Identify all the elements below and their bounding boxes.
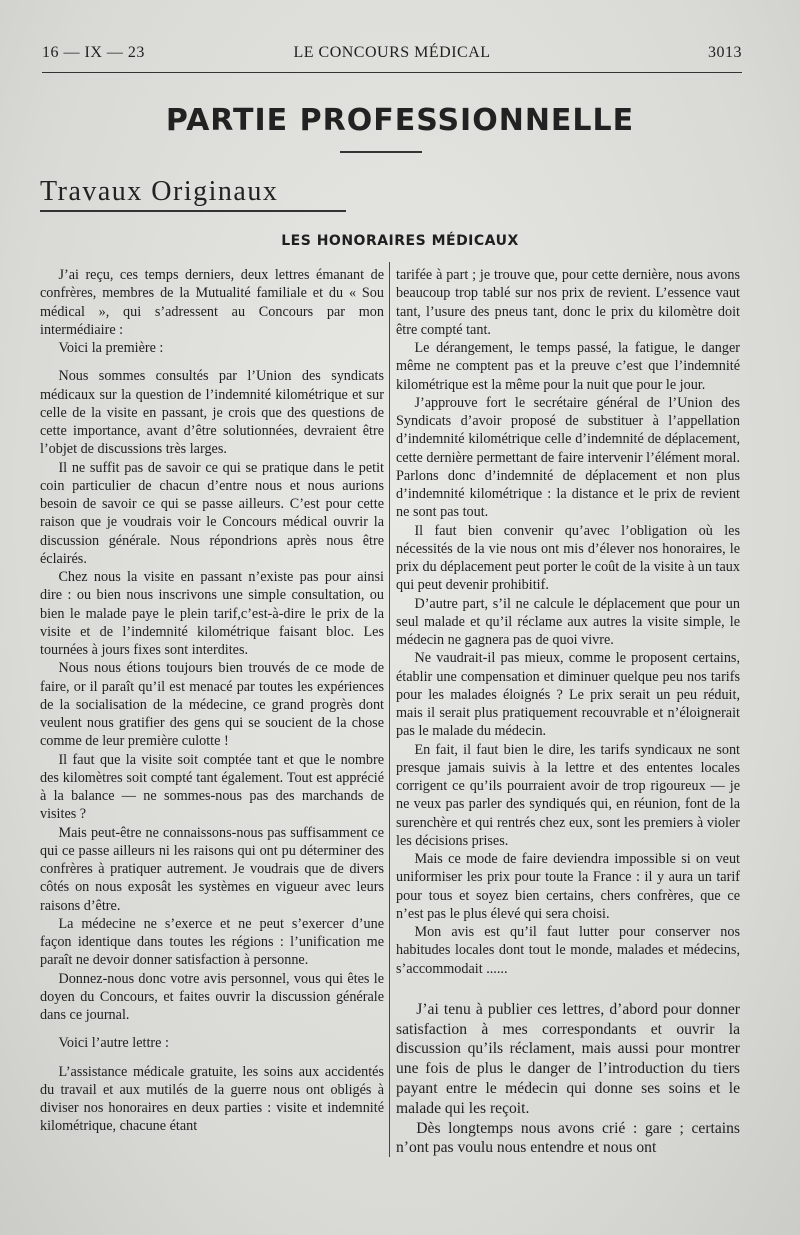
paragraph: J’ai reçu, ces temps derniers, deux lettres émanant de confrères, membres de la Mutualité familiale et du « Sou médical », qui s’adressent au Concours par mon intermédiaire : bbox=[40, 267, 384, 338]
paragraph: J’approuve fort le secrétaire général de l’Union des Syndicats d’avoir proposé de substituer à l’appellation d’indemnité kilométrique celle d’indemnité de déplacement, cette dernière permettant de faire intervenir l’élément moral. Parlons donc d’indemnité de déplacement et non plus d’indemnité kilométrique : la distance et le prix de revient ne sont pas tout. bbox=[396, 394, 740, 521]
paragraph: Nous sommes consultés par l’Union des syndicats médicaux sur la question de l’indemnité kilométrique et sur celle de la visite en passant, je crois que des questions de cette importance, avant d’être solutionnées, devraient être l’objet de discussions très larges. bbox=[40, 368, 384, 458]
subsection-title: Travaux Originaux bbox=[40, 176, 279, 207]
paragraph: Il faut que la visite soit comptée tant et que le nombre des kilomètres soit compté tant également. Tout est apprécié à la balance — ne sommes-nous pas des marchands de visites ? bbox=[40, 751, 384, 823]
header-rule bbox=[42, 72, 742, 73]
article-title: LES HONORAIRES MÉDICAUX bbox=[281, 233, 519, 249]
paragraph: tarifée à part ; je trouve que, pour cette dernière, nous avons beaucoup trop tablé sur nos prix de revient. L’essence vaut tant, l’usure des pneus tant, donc le prix du kilomètre doit être compté tant. bbox=[396, 267, 740, 338]
issue-date: 16 — IX — 23 bbox=[42, 44, 145, 61]
paragraph: Mais peut-être ne connaissons-nous pas suffisamment ce qui ce passe ailleurs ni les raisons qui ont pu déterminer des confrères à pratiquer autrement. Je voudrais que de divers côtés on nous exposât les systèmes en vigueur avec leurs raisons d’être. bbox=[40, 824, 384, 914]
paragraph: Dès longtemps nous avons crié : gare ; certains n’ont pas voulu nous entendre et nous ont bbox=[396, 1119, 740, 1157]
running-head bbox=[42, 44, 742, 68]
paragraph: Mon avis est qu’il faut lutter pour conserver nos habitudes locales dont tout le monde, malades et médecins, s’accommodait ...... bbox=[396, 924, 740, 977]
paragraph: Mais ce mode de faire deviendra impossible si on veut uniformiser les prix pour toute la France : il y aura un tarif pour tous et soyez bien certains, chers confrères, que ce n’est pas le plus élevé qui sera choisi. bbox=[396, 851, 740, 922]
paragraph: Voici la première : bbox=[58, 340, 164, 356]
paragraph: Nous nous étions toujours bien trouvés de ce mode de faire, or il paraît qu’il est menacé par toutes les expériences de la socialisation de la médecine, ce grand progrès dont veulent nous gratifier des gens qui se soucient de la chose comme de leur première culotte ! bbox=[40, 660, 384, 750]
paragraph: Le dérangement, le temps passé, la fatigue, le danger même ne comptent pas et la preuve c’est que l’indemnité kilométrique est la même pour la nuit que pour le jour. bbox=[396, 340, 740, 393]
section-title: PARTIE PROFESSIONNELLE bbox=[165, 103, 635, 138]
paragraph: J’ai tenu à publier ces lettres, d’abord pour donner satisfaction à mes correspondants et ouvrir la discussion qu’ils réclament, mais aussi pour montrer une fois de plus le danger de l’introduction du tiers payant entre le médecin qui donne ses soins et le malade qui les reçoit. bbox=[396, 1000, 740, 1117]
paragraph: Donnez-nous donc votre avis personnel, vous qui êtes le doyen du Concours, et faites ouvrir la discussion générale dans ce journal. bbox=[40, 970, 384, 1023]
paragraph: D’autre part, s’il ne calcule le déplacement que pour un seul malade et qu’il réclame aux autres la visite simple, le médecin ne gagnera pas de quoi vivre. bbox=[396, 595, 740, 648]
paragraph: La médecine ne s’exerce et ne peut s’exercer d’une façon identique dans toutes les régions : l’unification me paraît ne devoir donner satisfaction à personne. bbox=[40, 915, 384, 969]
paragraph: Ne vaudrait-il pas mieux, comme le proposent certains, établir une compensation et diminuer quelque peu nos tarifs pour les malades éloignés ? Le prix serait un peu réduit, mais il serait plus pratiquement recouvrable et n’éloignerait pas le malade du médecin. bbox=[396, 650, 740, 740]
right-column bbox=[396, 266, 740, 1158]
journal-name: LE CONCOURS MÉDICAL bbox=[293, 44, 491, 61]
paragraph: L’assistance médicale gratuite, les soins aux accidentés du travail et aux mutilés de la guerre nous ont obligés à diviser nos honoraires en deux parties : visite et indemnité kilométrique, chacune étant bbox=[40, 1063, 384, 1135]
paragraph: Chez nous la visite en passant n’existe pas pour ainsi dire : ou bien nous inscrivons une simple consultation, ou bien le malade paye le plein tarif,c’est-à-dire le prix de la visite et de l’indemnité kilométrique faisant bloc. Les tournées à jours fixes sont interdites. bbox=[40, 569, 384, 658]
paragraph: Voici l’autre lettre : bbox=[58, 1035, 169, 1052]
title-divider bbox=[340, 151, 422, 153]
paragraph: En fait, il faut bien le dire, les tarifs syndicaux ne sont presque jamais suivis à la lettre et des ententes locales corrigent ce qu’ils pourraient avoir de trop rigoureux — je ne veux pas parler des syndiqués qui, en réunion, font de la surenchère et qui rentrés chez eux, sont les premiers à violer les décisions prises. bbox=[396, 741, 740, 849]
column-separator bbox=[389, 262, 390, 1157]
page-number: 3013 bbox=[708, 44, 742, 61]
paragraph: Il faut bien convenir qu’avec l’obligation où les nécessités de la vie nous ont mis d’élever nos honoraires, le prix du déplacement peut porter le coût de la visite à un taux qui peut devenir prohibitif. bbox=[396, 522, 740, 594]
left-column bbox=[40, 266, 384, 1136]
paragraph: Il ne suffit pas de savoir ce qui se pratique dans le petit coin particulier de chacun d’entre nous et nous aurions besoin de savoir ce qui se passe ailleurs. C’est pour cette raison que je voudrais voir le Concours médical ouvrir la discussion générale. Nous répondrions après nous être éclairés. bbox=[40, 459, 384, 567]
subsection-underline bbox=[40, 210, 346, 212]
